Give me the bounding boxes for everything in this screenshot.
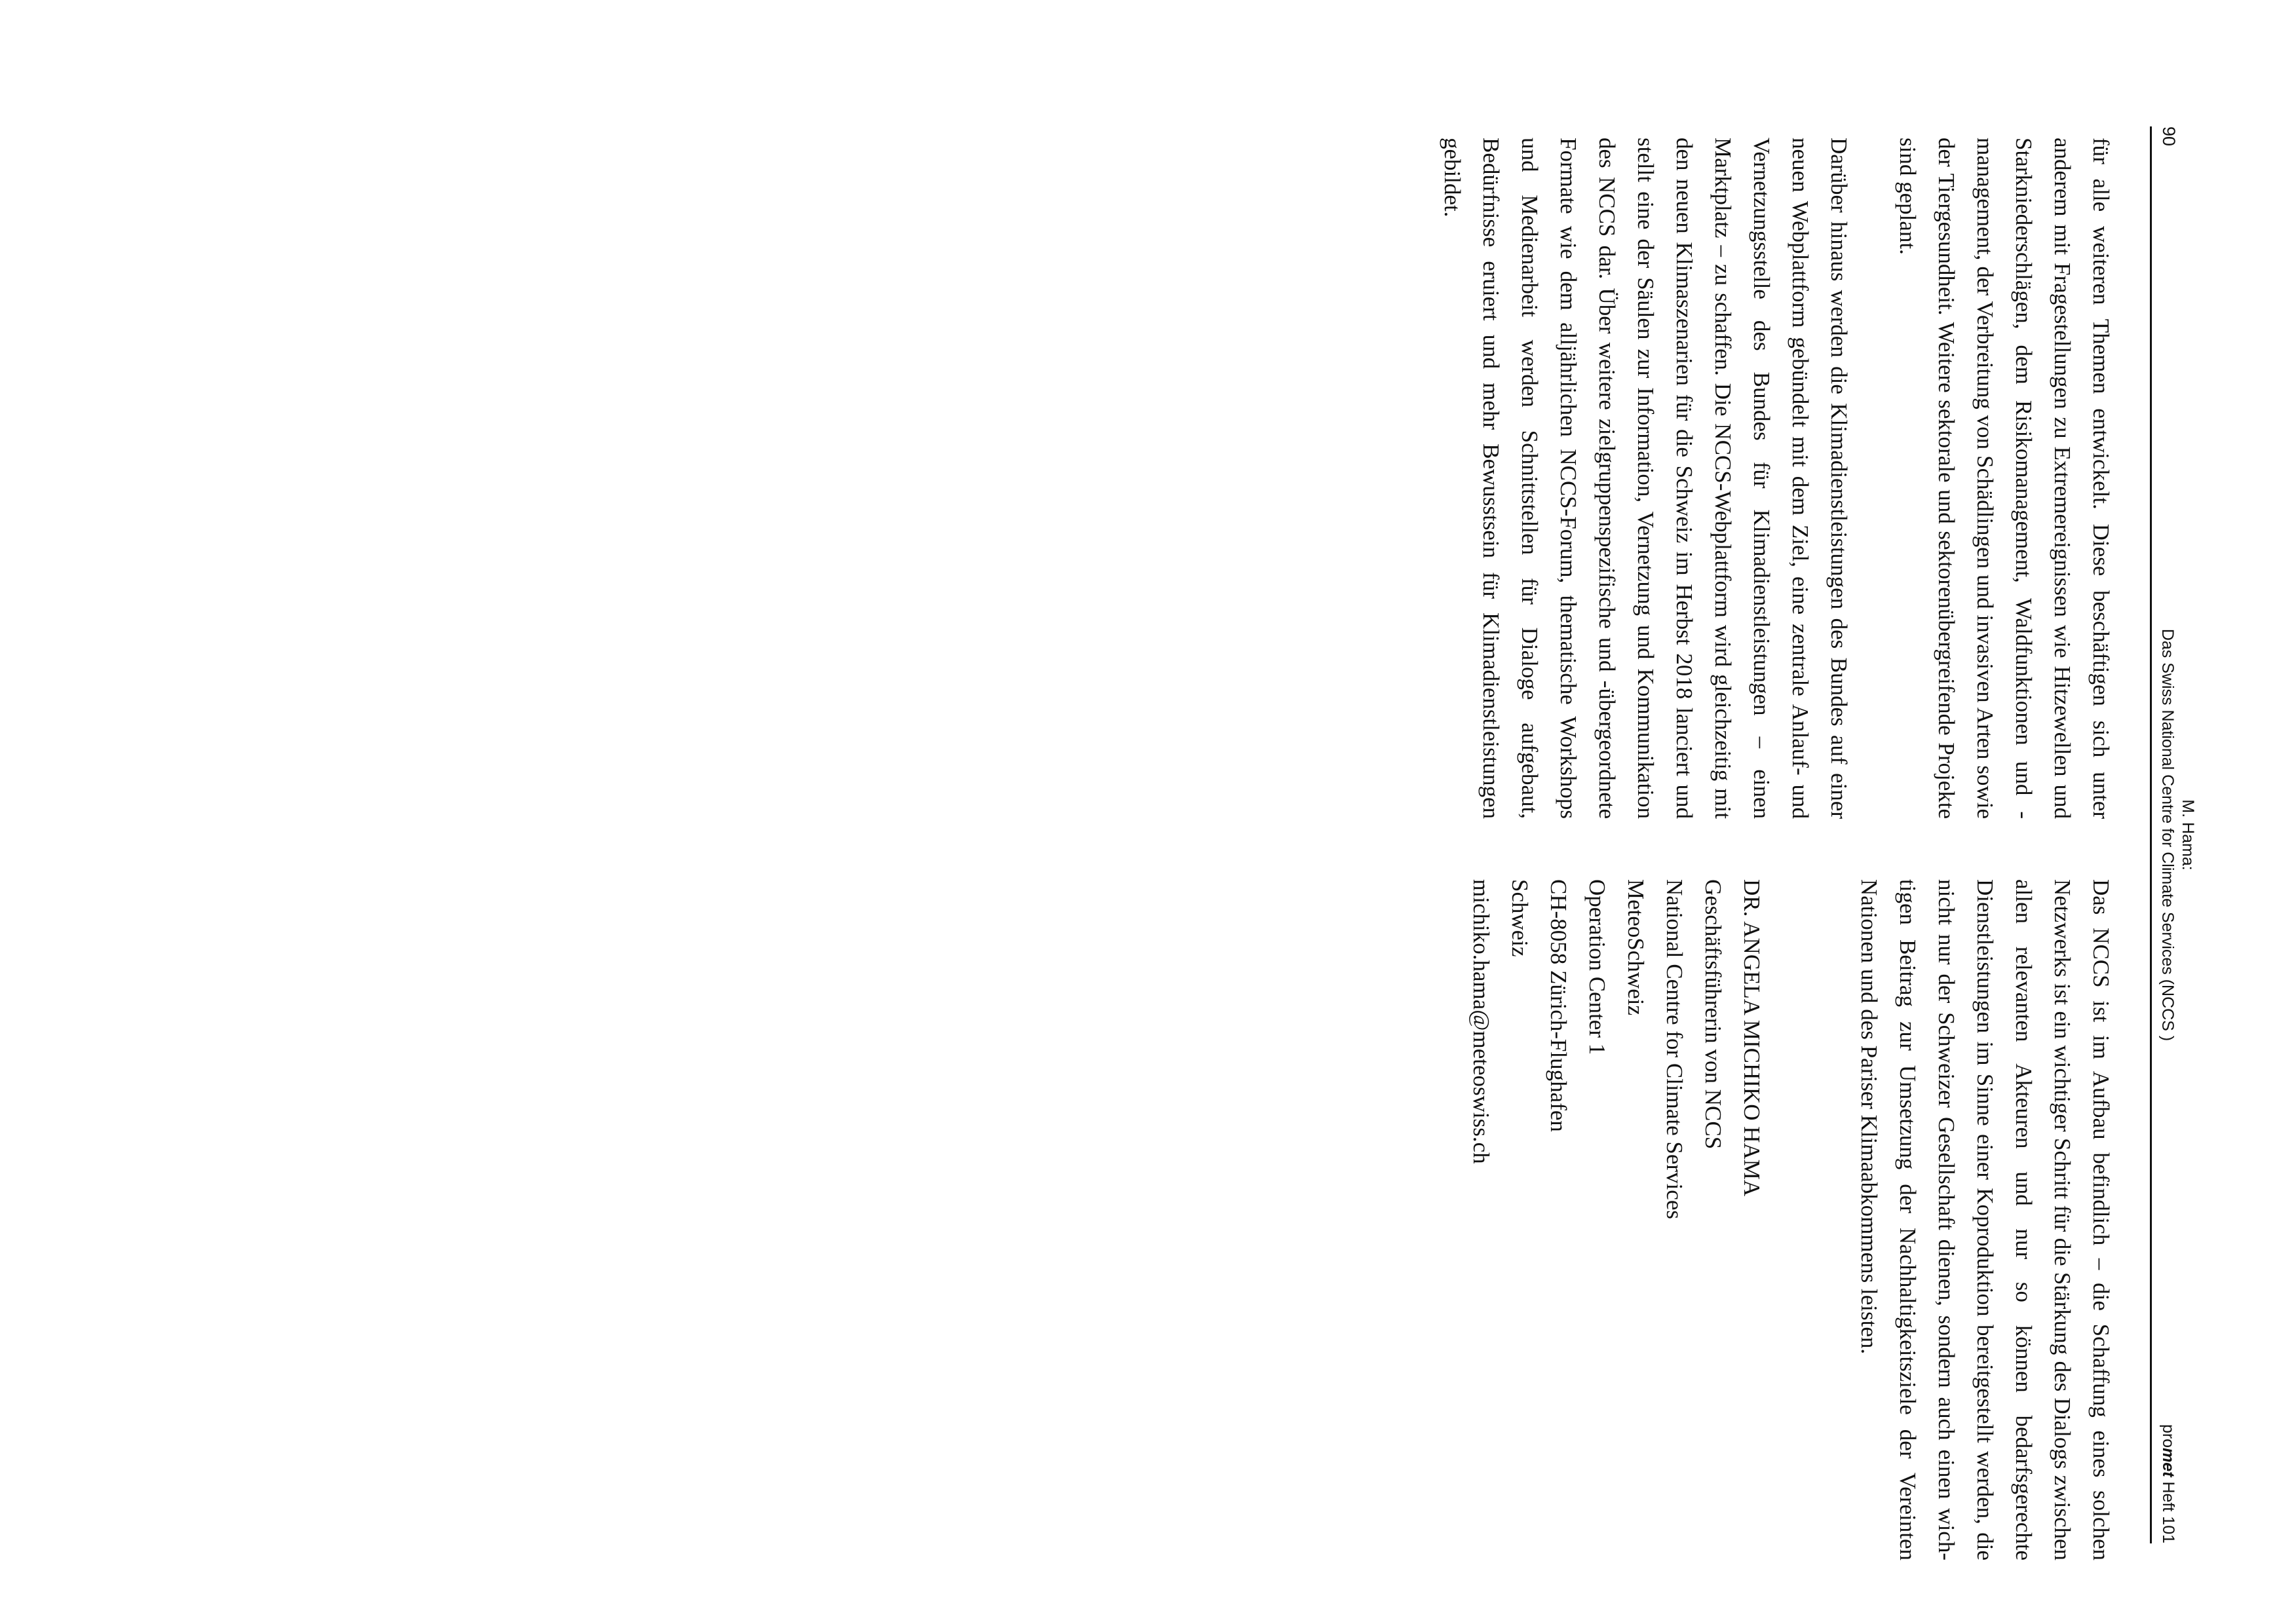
author-organization: National Centre for Climate Services	[1662, 879, 1687, 1220]
journal-brand-bold: met	[2159, 1448, 2177, 1477]
paragraph: Das NCCS ist im Aufbau befindlich – die Schaffung eines solchen Netzwerks ist ein wichtiger Schritt für die Stärkung des Dialogs zwischen allen relevanten Akteuren und nur so können bedarfsgerechte Dienstleistungen im Sinne einer Koproduktion bereitgestellt werden, die nicht nur der Schweizer Gesellschaft dienen, sondern auch einen wichtigen Beitrag zur Umsetzung der Nachhaltigkeitsziele der Vereinten Nationen und des Pariser Klimaabkommens leisten.	[1856, 879, 2114, 1560]
author-address	[1462, 879, 1771, 1560]
journal-name	[2158, 1424, 2177, 1543]
page-number: 90	[2159, 126, 2179, 147]
journal-brand	[2159, 1424, 2177, 1477]
header-article-title: Das Swiss National Centre for Climate Services (NCCS )	[2158, 628, 2177, 1042]
author-country: Schweiz	[1507, 879, 1533, 957]
author-role: Geschäftsführerin von NCCS	[1700, 879, 1726, 1150]
paragraph: für alle weiteren Themen entwickelt. Diese beschäftigen sich unter anderem mit Fragestellungen zu Extremereignissen wie Hitzewellen und Starkniederschlägen, dem Risikomanagement, Waldfunktionen und -management, der Verbreitung von Schädlingen und invasiven Arten sowie der Tiergesundheit. Weitere sektorale und sektorenübergreifende Projekte sind geplant.	[1895, 138, 2114, 819]
paragraph: Darüber hinaus werden die Klimadienstleistungen des Bundes auf einer neuen Webplattform gebündelt mit dem Ziel, eine zentrale Anlauf- und Vernetzungsstelle des Bundes für Klimadienstleistungen – einen Marktplatz – zu schaffen. Die NCCS-Webplattform wird gleichzeitig mit den neuen Klimaszenarien für die Schweiz im Herbst 2018 lanciert und stellt eine der Säulen zur Information, Vernetzung und Kommunikation des NCCS dar. Über weitere zielgruppenspezifische und -übergeordnete Formate wie dem alljährlichen NCCS-Forum, thematische Workshops und Medienarbeit werden Schnittstellen für Dialoge aufgebaut, Bedürfnisse eruiert und mehr Bewusstsein für Klimadienstleistungen gebildet.	[1440, 138, 1852, 819]
right-column	[1462, 879, 2120, 1560]
author-name: DR. ANGELA MICHIKO HAMA	[1739, 879, 1765, 1197]
author-email: michiko.hama@meteoswiss.ch	[1468, 879, 1494, 1164]
author-street: Operation Center 1	[1584, 879, 1610, 1055]
header-center	[2157, 126, 2198, 1543]
journal-prefix: pro	[2159, 1424, 2177, 1448]
journal-issue: Heft 101	[2159, 1477, 2177, 1543]
left-column	[1403, 138, 2120, 819]
author-city: CH-8058 Zürich-Flughafen	[1546, 879, 1571, 1132]
running-header	[2150, 126, 2204, 1543]
header-author: M. Hama:	[2179, 799, 2197, 871]
author-institute: MeteoSchweiz	[1623, 879, 1649, 1015]
